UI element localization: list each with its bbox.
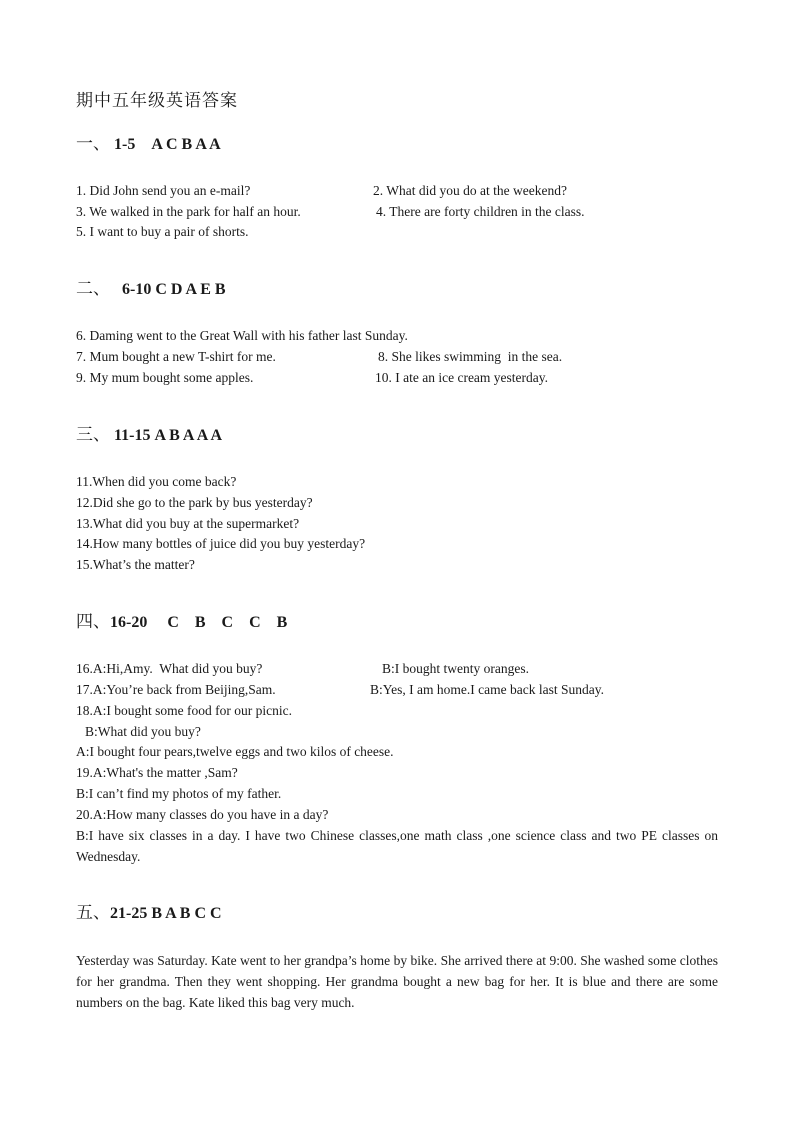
section-1-heading <box>76 129 221 154</box>
answer-line: 7. Mum bought a new T-shirt for me. <box>76 349 276 364</box>
section-5-heading <box>76 898 222 923</box>
answer-line: 14.How many bottles of juice did you buy yesterday? <box>76 536 366 551</box>
answer-line: B:I can’t find my photos of my father. <box>76 786 282 801</box>
answer-line: 15.What’s the matter? <box>76 557 195 572</box>
answer-line: 13.What did you buy at the supermarket? <box>76 516 300 531</box>
section-4-answers: 16-20 C B C C B <box>110 614 288 631</box>
answer-line: B:Yes, I am home.I came back last Sunday. <box>370 682 604 697</box>
answer-line: 5. I want to buy a pair of shorts. <box>76 224 249 239</box>
section-5-number: 五、 <box>76 903 110 923</box>
section-1-answers: 1-5 A C B A A <box>110 136 221 153</box>
answer-line: 4. There are forty children in the class. <box>376 204 585 219</box>
section-3-heading <box>76 420 222 445</box>
section-2-number: 二、 <box>76 279 110 299</box>
answer-line: 3. We walked in the park for half an hour. <box>76 204 301 219</box>
answer-line: 8. She likes swimming in the sea. <box>378 349 563 364</box>
answer-line: 2. What did you do at the weekend? <box>373 183 567 198</box>
answer-line: 12.Did she go to the park by bus yesterday? <box>76 495 313 510</box>
section-2-heading <box>76 274 226 299</box>
answer-line: 18.A:I bought some food for our picnic. <box>76 703 292 718</box>
answer-line: A:I bought four pears,twelve eggs and two kilos of cheese. <box>76 744 394 759</box>
answer-line: 16.A:Hi,Amy. What did you buy? <box>76 661 263 676</box>
section-4-heading <box>76 607 287 632</box>
section-4-number: 四、 <box>76 612 110 632</box>
answer-line: B:I bought twenty oranges. <box>382 661 529 676</box>
answer-paragraph: B:I have six classes in a day. I have two Chinese classes,one math class ,one science class and two PE classes on Wednesday. <box>76 828 718 864</box>
passage-paragraph: Yesterday was Saturday. Kate went to her grandpa’s home by bike. She arrived there at 9:00. She washed some clothes for her grandma. Then they went shopping. Her grandma bought a new bag for her. It is blue and there are some numbers on the bag. Kate liked this bag very much. <box>76 953 718 1010</box>
section-2-answers: 6-10 C D A E B <box>110 281 226 298</box>
answer-line: 11.When did you come back? <box>76 474 237 489</box>
answer-line: 19.A:What's the matter ,Sam? <box>76 765 238 780</box>
answer-line: 17.A:You’re back from Beijing,Sam. <box>76 682 276 697</box>
answer-line: B:What did you buy? <box>85 724 201 739</box>
answer-line: 10. I ate an ice cream yesterday. <box>375 370 549 385</box>
answer-line: 1. Did John send you an e-mail? <box>76 183 251 198</box>
answer-line: 6. Daming went to the Great Wall with his father last Sunday. <box>76 328 408 343</box>
answer-line: 20.A:How many classes do you have in a day? <box>76 807 329 822</box>
page-title: 期中五年级英语答案 <box>76 91 238 111</box>
section-3-number: 三、 <box>76 425 110 445</box>
section-3-answers: 11-15 A B A A A <box>110 427 223 444</box>
section-1-number: 一、 <box>76 134 110 154</box>
answer-line: 9. My mum bought some apples. <box>76 370 254 385</box>
section-5-answers: 21-25 B A B C C <box>110 905 222 922</box>
